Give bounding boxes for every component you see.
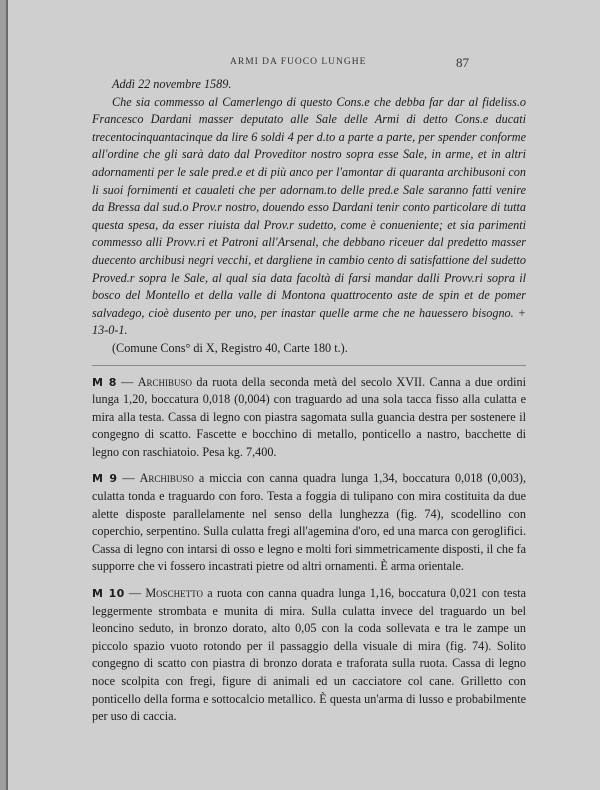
document-source: (Comune Cons° di X, Registro 40, Carte 180 t.). [112,340,348,355]
catalog-entry-m8 [92,374,526,462]
entry-gap [92,576,526,585]
entry-description: a ruota con canna quadra lunga 1,16, boccatura 0,021 con testa leggermente strombata e munita di mira. Sulla culatta invece del traguardo un bel leoncino seduto, in bronzo dorato, alto 0,05 con la coda sollevata e tra le zampe un piccolo spazio vuoto rotondo per il passaggio della visuale di mira (fig. 74). Solito congegno di scatto con piastra di bronzo dorata e traforata sulla ruota. Cassa di legno noce scolpita con fregi, figure di animali ed un cacciatore col cane. Grilletto con ponticello della forma e sottocalcio metallico. È questa un'arma di lusso e probabilmente per uso di caccia. [92,586,526,724]
entry-separator: — [121,374,134,389]
document-date: Addì 22 novembre 1589. [112,77,232,91]
document-body: Che sia commesso al Camerlengo di questo Cons.e che debba far dar al fideliss.o Francesco Dardani masser deputato alle Sale delle Armi di detto Cons.e ducati trecentocinquantacinque da lire 6 soldi 4 per d.to a parte a parte, per spender conforme all'ordine che gli sarà dato dal Proveditor nostro sopra esse Sale, in arme, et in altri adornamenti per le sale pred.e et di più anco per l'amontar di quaranta archibusoni con li suoi fornimenti et caualeti che per adornam.to delle pred.e Sale saranno fatti venire da Bressa dal sud.o Prov.r nostro, douendo esso Dardani tenir conto particolare di tutta questa spesa, da esser riuista dal Prov.r sudetto, come è conueniente; et sia parimenti commesso alli Provv.ri et Patroni all'Arsenal, che debbano riceuer dal predetto masser duecento archibusi negri vecchi, et dargliene in cambio cento di satisfattione del sudetto Proved.r sopra le Sale, al qual sia data facoltà di farsi mandar dalli Provv.ri sopra il bosco del Montello et della valle di Montona quattrocento aste de spin et de pomer salvadego, cioè dusento per uno, per inastar quelle arme che ne hauessero bisogno. + 13-0-1. [92,94,526,338]
page-content [92,76,526,726]
section-divider [92,365,526,366]
catalog-entry-m10 [92,585,526,726]
entry-code: M 10 [92,587,125,601]
entry-description: a miccia con canna quadra lunga 1,34, boccatura 0,018 (0,003), culatta tonda e traguardo con foro. Testa a foggia di tulipano con mira costituita da due alette disposte parallelamente nel senso della lunghezza (fig. 74), scodellino con coperchio, serpentino. Sulla culatta fregi all'agemina d'oro, ed una marca con geroglifici. Cassa di legno con intarsi di osso e legno e molti fori simmetricamente disposti, il che fa supporre che vi fossero incastrati pietre od altri ornamenti. È arma orientale. [92,471,527,574]
page-number: 87 [456,55,469,70]
entry-name: Archibuso [139,471,194,486]
entry-name: Archibuso [137,374,192,389]
entry-gap [92,461,526,470]
page-header [8,57,600,77]
entry-separator: — [122,471,135,486]
entry-code: M 8 [92,375,117,389]
catalog-entry-m9 [92,470,526,576]
entry-description: da ruota della seconda metà del secolo XVII. Canna a due ordini lunga 1,20, boccatura 0,018 (0,004) con traguardo ad una sola tacca fisso alla culatta e mira alla testa. Cassa di legno con piastra sagomata sulla guancia destra per sostenere il congegno di scatto. Fascette e bocchino di metallo, ponticello a nastro, bacchette di legno con raschiatoio. Pesa kg. 7,400. [92,374,527,459]
entry-code: M 9 [92,472,118,486]
entry-name: Moschetto [145,586,203,601]
book-page [8,0,600,790]
entry-separator: — [128,586,142,601]
running-head: ARMI DA FUOCO LUNGHE [230,57,367,67]
